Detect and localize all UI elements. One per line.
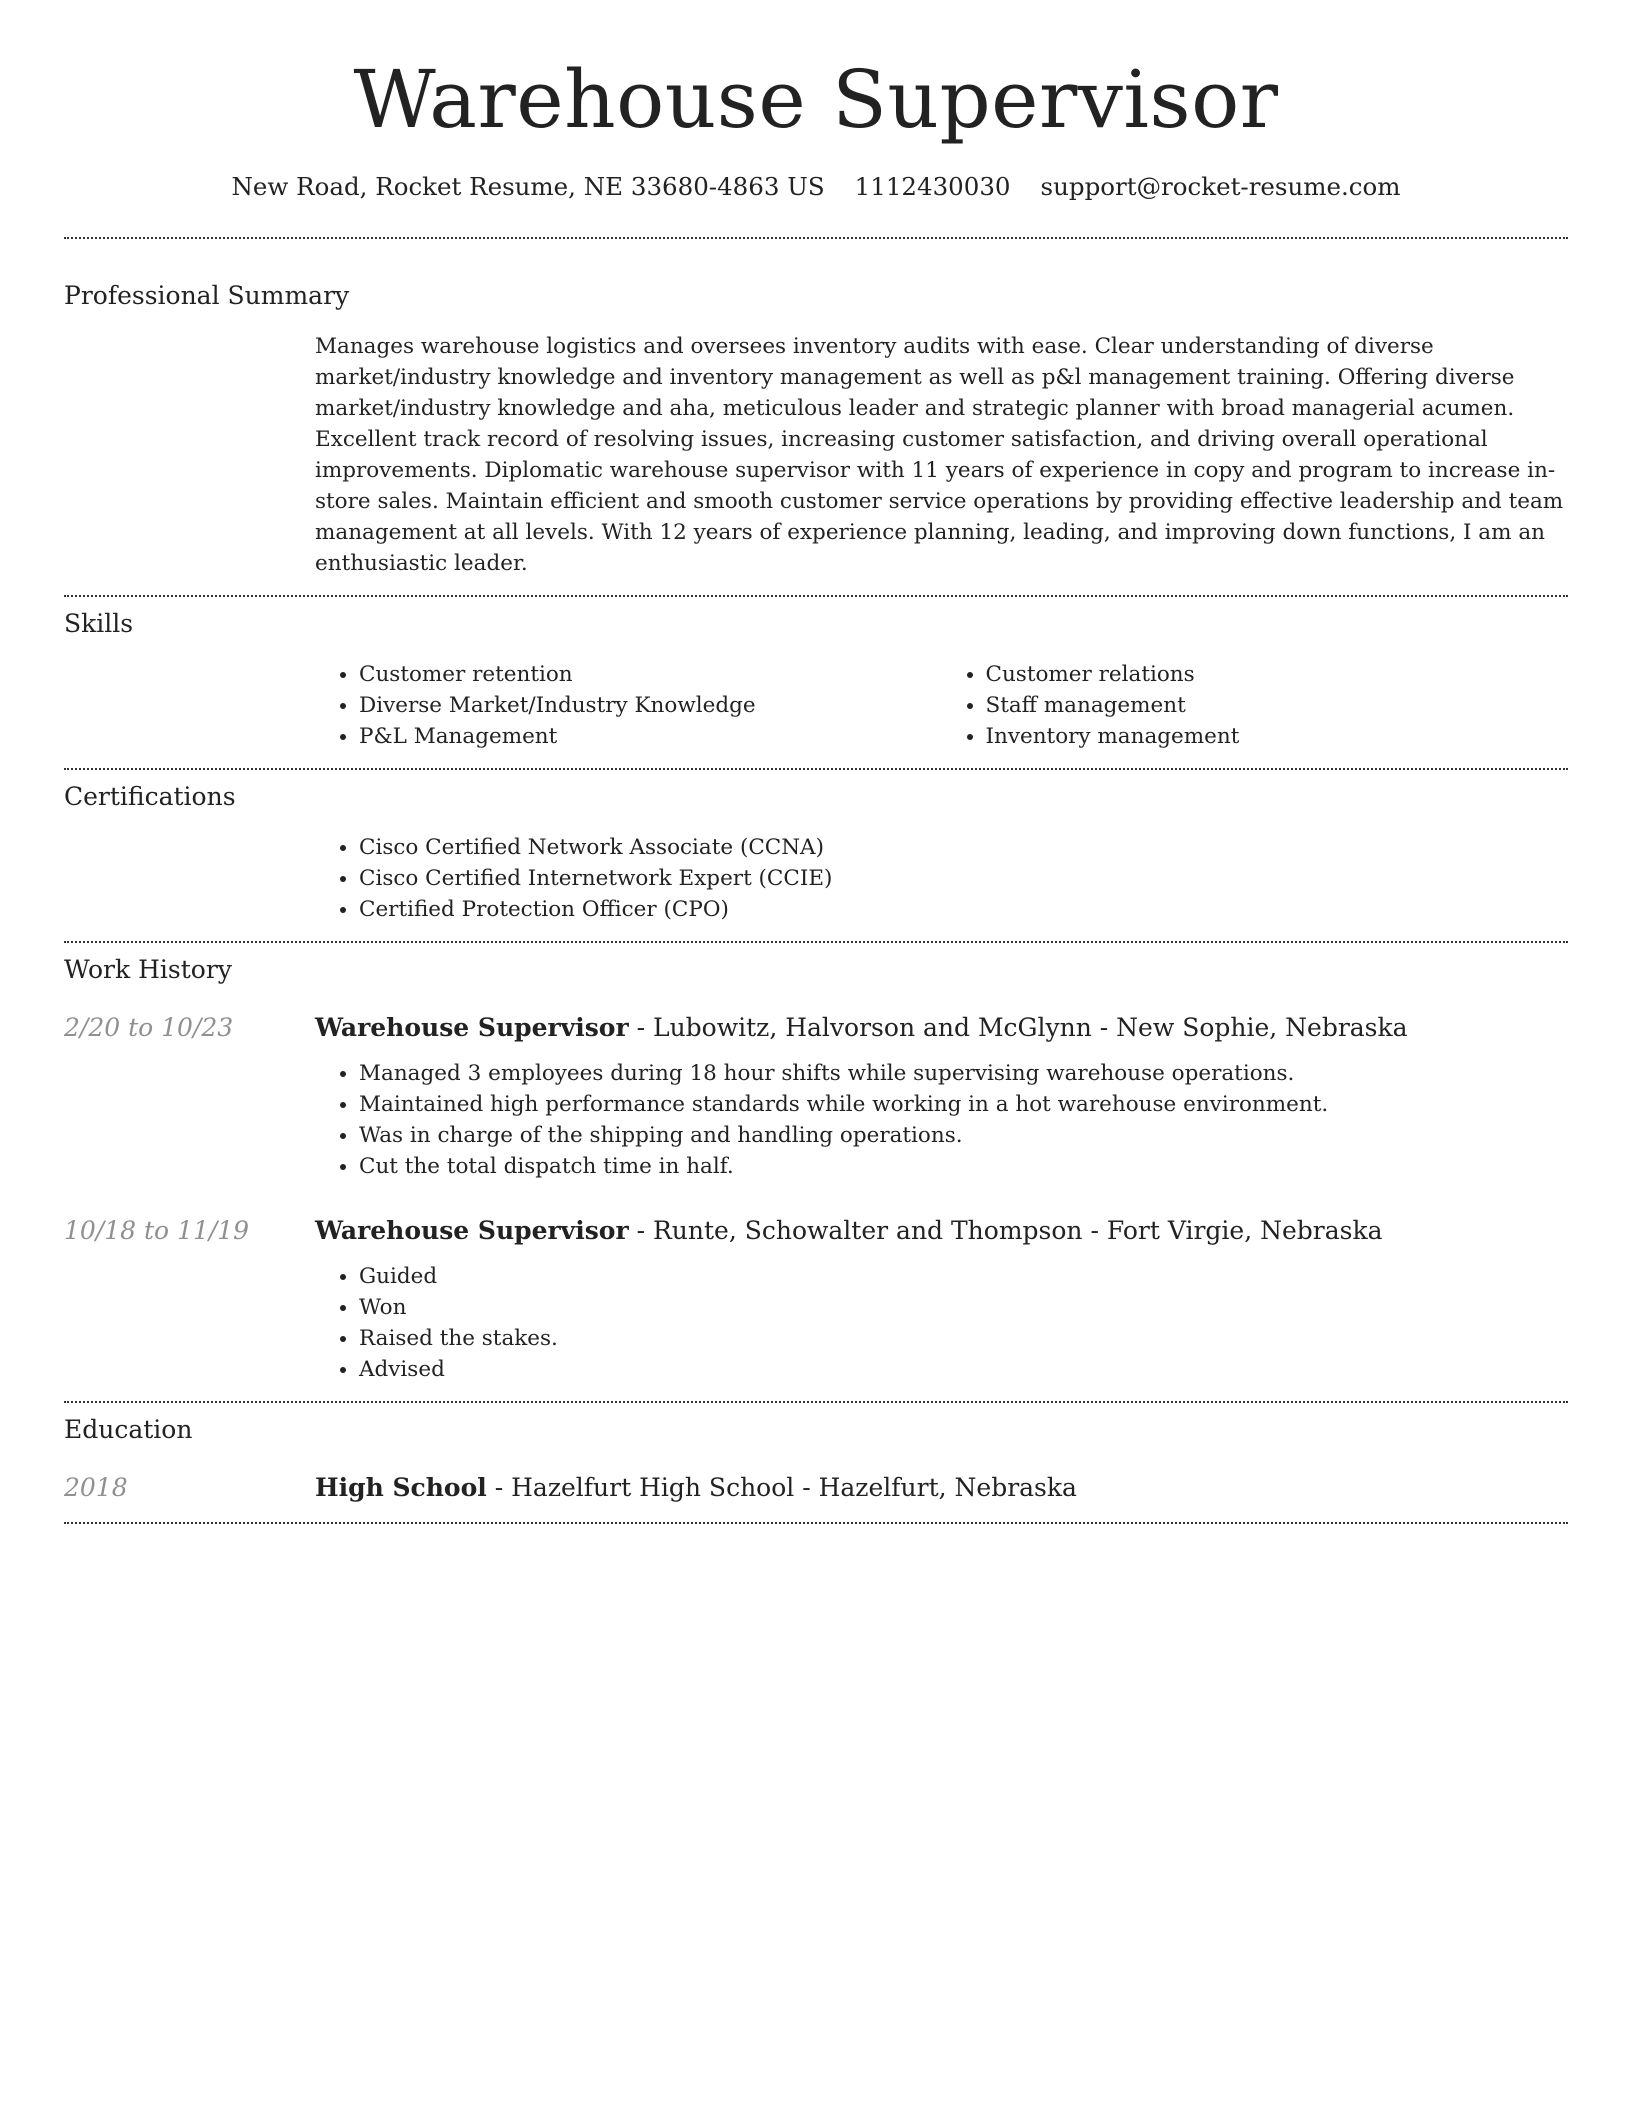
job-header bbox=[64, 1216, 1568, 1245]
divider bbox=[64, 768, 1568, 770]
job-employer: - Runte, Schowalter and Thompson - Fort Virgie, Nebraska bbox=[628, 1216, 1383, 1246]
job-bullet: • Managed 3 employees during 18 hour shifts while supervising warehouse operations. bbox=[359, 1058, 1568, 1089]
job-title bbox=[315, 1216, 1383, 1245]
resume-page bbox=[64, 0, 1568, 1524]
skill-item: • P&L Management bbox=[359, 721, 942, 752]
job-entry bbox=[64, 1216, 1568, 1385]
job-bullets bbox=[315, 1261, 1568, 1385]
certifications-section bbox=[64, 782, 1568, 925]
section-title-skills: Skills bbox=[64, 609, 134, 639]
education-date: 2018 bbox=[64, 1473, 128, 1503]
summary-text: Manages warehouse logistics and oversees inventory audits with ease. Clear understanding of diverse market/industry knowledge and inventory management as well as p&l management training. Offering diverse market/industry knowledge and aha, meticulous leader and strategic planner with broad managerial acumen. Excellent track record of resolving issues, increasing customer satisfaction, and driving overall operational improvements. Diplomatic warehouse supervisor with 11 years of experience in copy and program to increase in-store sales. Maintain efficient and smooth customer service operations by providing effective leadership and team management at all levels. With 12 years of experience planning, leading, and improving down functions, I am an enthusiastic leader. bbox=[315, 334, 1564, 577]
job-bullets bbox=[315, 1058, 1568, 1182]
job-bullet: • Maintained high performance standards while working in a hot warehouse environment. bbox=[359, 1089, 1568, 1120]
divider bbox=[64, 595, 1568, 597]
skill-item: • Diverse Market/Industry Knowledge bbox=[359, 690, 942, 721]
contact-line bbox=[64, 172, 1568, 201]
section-title-summary: Professional Summary bbox=[64, 281, 350, 311]
summary-section bbox=[64, 281, 1568, 579]
skill-item: • Staff management bbox=[986, 690, 1569, 721]
job-dates: 10/18 to 11/19 bbox=[64, 1216, 250, 1246]
skill-item: • Customer relations bbox=[986, 659, 1569, 690]
skill-item: • Customer retention bbox=[359, 659, 942, 690]
job-bullet: • Was in charge of the shipping and handling operations. bbox=[359, 1120, 1568, 1151]
divider bbox=[64, 237, 1568, 239]
job-bullet: • Guided bbox=[359, 1261, 1568, 1292]
contact-address: New Road, Rocket Resume, NE 33680-4863 US bbox=[231, 172, 825, 201]
job-bullet-list bbox=[315, 1058, 1568, 1182]
certification-item: • Certified Protection Officer (CPO) bbox=[359, 894, 1568, 925]
education-degree: High School bbox=[315, 1473, 487, 1503]
summary-body bbox=[315, 331, 1568, 579]
job-role: Warehouse Supervisor bbox=[315, 1216, 629, 1246]
education-school: - Hazelfurt High School - Hazelfurt, Nebraska bbox=[486, 1473, 1077, 1503]
job-header bbox=[64, 1013, 1568, 1042]
job-employer: - Lubowitz, Halvorson and McGlynn - New Sophie, Nebraska bbox=[628, 1013, 1408, 1043]
skill-item: • Inventory management bbox=[986, 721, 1569, 752]
job-bullet: • Won bbox=[359, 1292, 1568, 1323]
work-section bbox=[64, 955, 1568, 1385]
section-title-work: Work History bbox=[64, 955, 232, 985]
education-title bbox=[315, 1473, 1077, 1502]
job-bullet-list bbox=[315, 1261, 1568, 1385]
section-title-education: Education bbox=[64, 1415, 193, 1445]
job-bullet: • Cut the total dispatch time in half. bbox=[359, 1151, 1568, 1182]
job-entry bbox=[64, 1013, 1568, 1182]
certifications-body bbox=[315, 832, 1568, 925]
contact-phone: 1112430030 bbox=[854, 172, 1011, 201]
job-dates: 2/20 to 10/23 bbox=[64, 1013, 234, 1043]
certifications-list bbox=[315, 832, 1568, 925]
job-role: Warehouse Supervisor bbox=[315, 1013, 629, 1043]
job-title bbox=[315, 1013, 1408, 1042]
divider bbox=[64, 1401, 1568, 1403]
certification-item: • Cisco Certified Network Associate (CCNA) bbox=[359, 832, 1568, 863]
education-entry bbox=[64, 1473, 1568, 1502]
job-bullet: • Raised the stakes. bbox=[359, 1323, 1568, 1354]
education-section bbox=[64, 1415, 1568, 1502]
contact-email: support@rocket-resume.com bbox=[1040, 172, 1401, 201]
job-bullet: • Advised bbox=[359, 1354, 1568, 1385]
skills-grid bbox=[315, 659, 1568, 752]
certification-item: • Cisco Certified Internetwork Expert (CCIE) bbox=[359, 863, 1568, 894]
skills-right-list bbox=[942, 659, 1569, 752]
skills-left-list bbox=[315, 659, 942, 752]
divider bbox=[64, 1522, 1568, 1524]
section-title-certifications: Certifications bbox=[64, 782, 236, 812]
divider bbox=[64, 941, 1568, 943]
candidate-name: Warehouse Supervisor bbox=[353, 53, 1279, 146]
skills-section bbox=[64, 609, 1568, 752]
